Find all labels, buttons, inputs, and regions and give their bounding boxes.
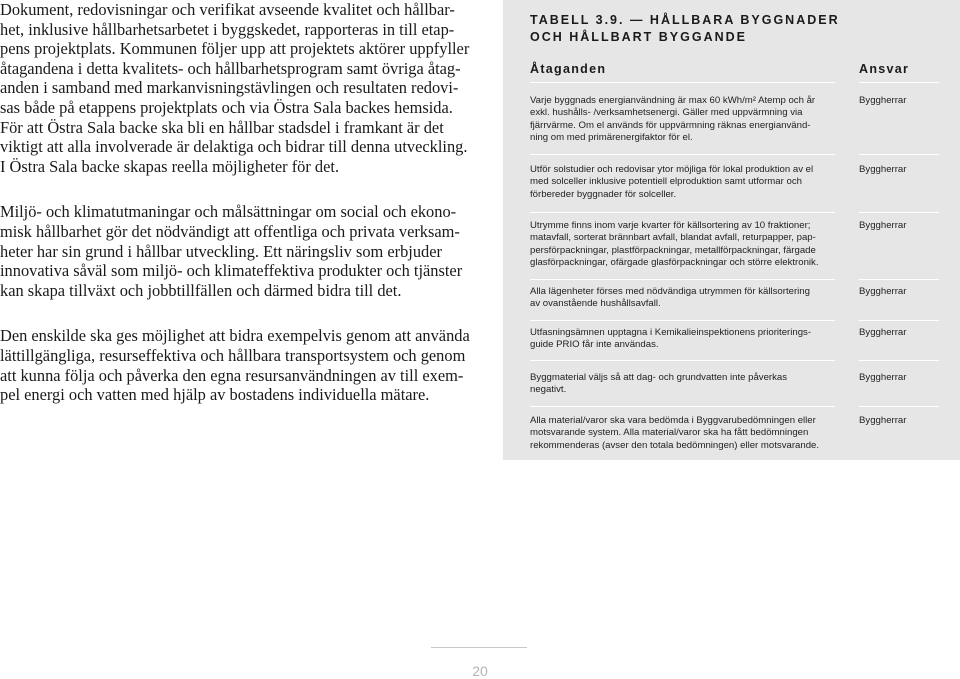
paragraph-individual-contribution: Den enskilde ska ges möjlighet att bidra exempelvis genom att använda lättillgängliga, resurseffektiva och hållbara transportsystem och genom att kunna följa och påverka den egna resursanvändningen av till exem- pel energi och vatten med hjälp av bostadens individuella mätare. <box>0 326 470 405</box>
row-divider <box>530 279 835 280</box>
row-divider <box>530 154 835 155</box>
column-header-commitments: Åtaganden <box>530 62 607 76</box>
header-divider <box>530 82 835 83</box>
responsible-cell: Byggherrar <box>859 327 907 338</box>
table-title: TABELL 3.9. — HÅLLBARA BYGGNADER OCH HÅLLBART BYGGANDE <box>530 13 840 44</box>
commitment-cell: Varje byggnads energianvändning är max 60 kWh/m² Atemp och år exkl. hushålls- /verksamhetsenergi. Gäller med uppvärmning via fjärrvärme. Om el används för uppvärmning räknas energianvänd- ning om med primärenergifaktor för el. <box>530 95 816 143</box>
responsible-cell: Byggherrar <box>859 415 907 426</box>
header-divider <box>859 82 939 83</box>
paragraph-climate-challenges: Miljö- och klimatutmaningar och målsättningar om social och ekono- misk hållbarhet gör det nödvändigt att offentliga och privata verksam- heter har sin grund i hållbar utveckling. Ett näringsliv som erbjuder innovativa såväl som miljö- och klimateffektiva produkter och tjänster kan skapa tillväxt och jobbtillfällen och därmed bidra till det. <box>0 202 463 300</box>
sustainability-table-panel <box>503 0 960 460</box>
commitment-cell: Utrymme finns inom varje kvarter för källsortering av 10 fraktioner; matavfall, sorterat brännbart avfall, blandat avfall, returpapper, pap- persförpackningar, plastförpackningar, metallförpackningar, färgade glasförpackningar, ofärgade glasförpackningar och större elektronik. <box>530 220 819 268</box>
responsible-cell: Byggherrar <box>859 95 907 106</box>
column-header-responsible: Ansvar <box>859 62 910 76</box>
row-divider <box>859 279 939 280</box>
responsible-cell: Byggherrar <box>859 286 907 297</box>
row-divider <box>859 320 939 321</box>
row-divider <box>859 406 939 407</box>
commitment-cell: Alla material/varor ska vara bedömda i Byggvarubedömningen eller motsvarande system. Alla material/varor ska ha fått bedömningen rekommenderas (avser den totala bedömningen) eller motsvarande. <box>530 415 820 451</box>
commitment-cell: Byggmaterial väljs så att dag- och grundvatten inte påverkas negativt. <box>530 372 788 396</box>
commitment-cell: Utfasningsämnen upptagna i Kemikalieinspektionens prioriterings- guide PRIO får inte användas. <box>530 327 812 351</box>
row-divider <box>530 212 835 213</box>
body-text-column <box>0 0 470 424</box>
row-divider <box>859 212 939 213</box>
row-divider <box>530 320 835 321</box>
page-number: 20 <box>472 663 488 679</box>
responsible-cell: Byggherrar <box>859 164 907 175</box>
commitment-cell: Alla lägenheter förses med nödvändiga utrymmen för källsortering av ovanstående hushållsavfall. <box>530 286 810 310</box>
row-divider <box>859 154 939 155</box>
footer-rule <box>431 647 527 648</box>
responsible-cell: Byggherrar <box>859 220 907 231</box>
paragraph-follow-up: Dokument, redovisningar och verifikat avseende kvalitet och hållbar- het, inklusive hållbarhetsarbetet i byggskedet, rapporteras in till etap- pens projektplats. Kommunen följer upp att projektets aktörer uppfyller åtagandena i detta kvalitets- och hållbarhetsprogram samt övriga åtag- anden i samband med markanvisningstävlingen och resultaten redovi- sas både på etappens projektplats och via Östra Sala backes hemsida. För att Östra Sala backe ska bli en hållbar stadsdel i framkant är det viktigt att alla involverade är delaktiga och bidrar till denna utveckling. I Östra Sala backe skapas reella möjligheter för det. <box>0 0 470 176</box>
commitment-cell: Utför solstudier och redovisar ytor möjliga för lokal produktion av el med solceller inklusive potentiell elproduktion samt utformar och förbereder byggnader för solceller. <box>530 164 814 200</box>
responsible-cell: Byggherrar <box>859 372 907 383</box>
row-divider <box>859 360 939 361</box>
row-divider <box>530 406 835 407</box>
row-divider <box>530 360 835 361</box>
